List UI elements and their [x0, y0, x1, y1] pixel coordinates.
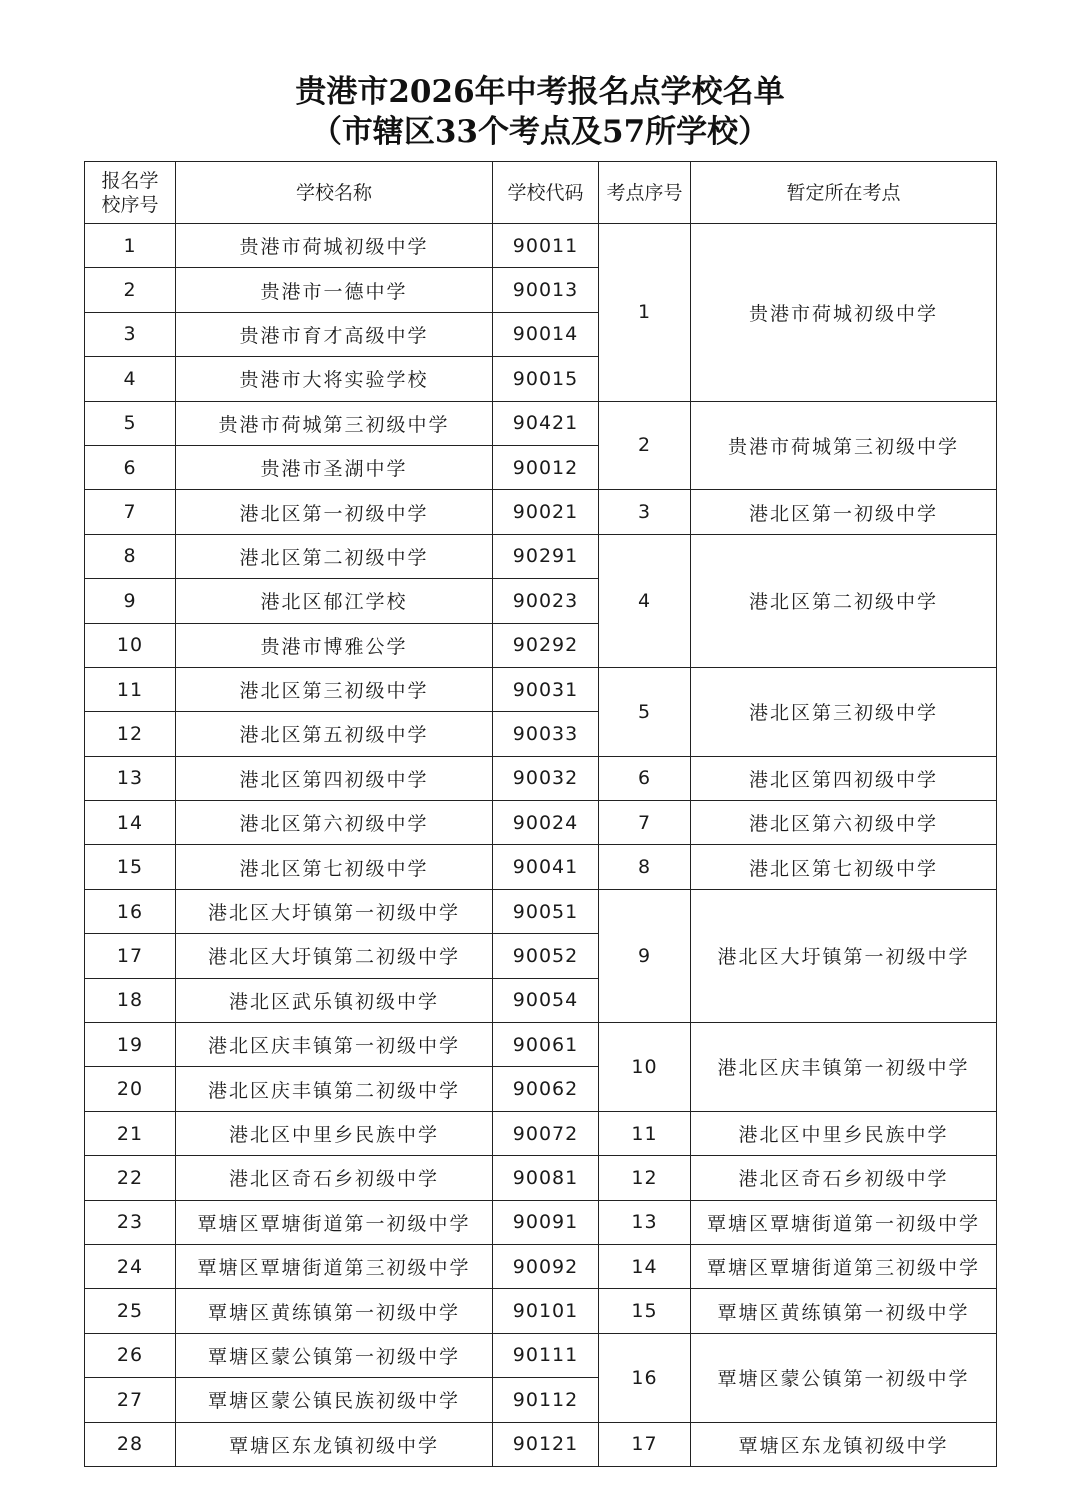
row-site-no: 7	[599, 801, 691, 845]
row-site-name: 港北区第三初级中学	[691, 667, 997, 756]
header-site-name: 暂定所在考点	[691, 162, 997, 224]
row-site-no: 8	[599, 845, 691, 889]
table-row	[85, 401, 997, 445]
row-school-code: 90011	[493, 224, 599, 268]
row-seq: 2	[85, 268, 176, 312]
row-seq: 9	[85, 579, 176, 623]
row-site-name: 港北区第四初级中学	[691, 756, 997, 800]
row-school-name: 贵港市博雅公学	[176, 623, 493, 667]
row-site-name: 港北区第一初级中学	[691, 490, 997, 534]
row-seq: 7	[85, 490, 176, 534]
table-row	[85, 1111, 997, 1155]
row-school-code: 90013	[493, 268, 599, 312]
header-seq: 报名学校序号	[85, 162, 176, 224]
row-school-name: 贵港市育才高级中学	[176, 312, 493, 356]
row-site-no: 12	[599, 1156, 691, 1200]
row-site-no: 4	[599, 534, 691, 667]
school-roster-table	[84, 161, 997, 1467]
row-school-name: 贵港市荷城第三初级中学	[176, 401, 493, 445]
row-school-code: 90091	[493, 1200, 599, 1244]
row-site-name: 港北区中里乡民族中学	[691, 1111, 997, 1155]
row-school-name: 覃塘区覃塘街道第三初级中学	[176, 1244, 493, 1288]
row-site-no: 1	[599, 224, 691, 402]
row-site-name: 港北区第六初级中学	[691, 801, 997, 845]
row-school-code: 90111	[493, 1333, 599, 1377]
row-school-name: 贵港市大将实验学校	[176, 357, 493, 401]
row-school-name: 港北区奇石乡初级中学	[176, 1156, 493, 1200]
row-school-code: 90072	[493, 1111, 599, 1155]
title-line-1: 贵港市2026年中考报名点学校名单	[295, 74, 785, 110]
row-seq: 20	[85, 1067, 176, 1111]
row-site-no: 9	[599, 889, 691, 1022]
table-body	[85, 224, 997, 1467]
row-school-name: 港北区庆丰镇第一初级中学	[176, 1023, 493, 1067]
row-site-no: 13	[599, 1200, 691, 1244]
row-school-code: 90023	[493, 579, 599, 623]
row-school-code: 90292	[493, 623, 599, 667]
row-school-code: 90291	[493, 534, 599, 578]
table-row	[85, 845, 997, 889]
row-school-code: 90024	[493, 801, 599, 845]
table-row	[85, 1333, 997, 1377]
table-row	[85, 1200, 997, 1244]
row-school-name: 港北区郁江学校	[176, 579, 493, 623]
row-school-code: 90032	[493, 756, 599, 800]
row-site-name: 贵港市荷城第三初级中学	[691, 401, 997, 490]
header-school-code: 学校代码	[493, 162, 599, 224]
row-school-code: 90101	[493, 1289, 599, 1333]
row-site-name: 覃塘区覃塘街道第一初级中学	[691, 1200, 997, 1244]
row-school-code: 90021	[493, 490, 599, 534]
row-site-no: 16	[599, 1333, 691, 1422]
row-school-name: 港北区第六初级中学	[176, 801, 493, 845]
row-school-code: 90062	[493, 1067, 599, 1111]
row-school-name: 覃塘区黄练镇第一初级中学	[176, 1289, 493, 1333]
table-row	[85, 1156, 997, 1200]
row-site-name: 覃塘区黄练镇第一初级中学	[691, 1289, 997, 1333]
row-school-name: 贵港市荷城初级中学	[176, 224, 493, 268]
row-school-name: 覃塘区蒙公镇民族初级中学	[176, 1378, 493, 1422]
row-seq: 17	[85, 934, 176, 978]
row-school-code: 90092	[493, 1244, 599, 1288]
table-row	[85, 1023, 997, 1067]
row-seq: 8	[85, 534, 176, 578]
row-seq: 22	[85, 1156, 176, 1200]
table-row	[85, 667, 997, 711]
row-school-code: 90112	[493, 1378, 599, 1422]
row-school-code: 90033	[493, 712, 599, 756]
row-site-no: 15	[599, 1289, 691, 1333]
row-school-code: 90052	[493, 934, 599, 978]
row-school-name: 港北区第五初级中学	[176, 712, 493, 756]
table-row	[85, 801, 997, 845]
row-school-code: 90014	[493, 312, 599, 356]
row-school-name: 港北区大圩镇第一初级中学	[176, 889, 493, 933]
table-header-row	[85, 162, 997, 224]
row-seq: 21	[85, 1111, 176, 1155]
row-seq: 18	[85, 978, 176, 1022]
row-school-code: 90421	[493, 401, 599, 445]
table-row	[85, 756, 997, 800]
row-school-code: 90054	[493, 978, 599, 1022]
row-seq: 1	[85, 224, 176, 268]
row-site-name: 港北区大圩镇第一初级中学	[691, 889, 997, 1022]
header-school-name: 学校名称	[176, 162, 493, 224]
row-school-name: 港北区第四初级中学	[176, 756, 493, 800]
row-site-name: 港北区庆丰镇第一初级中学	[691, 1023, 997, 1112]
row-site-no: 10	[599, 1023, 691, 1112]
row-site-no: 14	[599, 1244, 691, 1288]
document-title	[0, 72, 1080, 152]
row-site-no: 3	[599, 490, 691, 534]
row-site-no: 6	[599, 756, 691, 800]
row-school-code: 90061	[493, 1023, 599, 1067]
title-line-2: （市辖区33个考点及57所学校）	[310, 114, 770, 150]
row-site-no: 11	[599, 1111, 691, 1155]
row-seq: 11	[85, 667, 176, 711]
row-seq: 3	[85, 312, 176, 356]
row-seq: 12	[85, 712, 176, 756]
row-seq: 24	[85, 1244, 176, 1288]
table-row	[85, 1422, 997, 1466]
row-site-name: 覃塘区覃塘街道第三初级中学	[691, 1244, 997, 1288]
row-school-code: 90012	[493, 445, 599, 489]
table-row	[85, 490, 997, 534]
row-site-name: 港北区第二初级中学	[691, 534, 997, 667]
table-row	[85, 1244, 997, 1288]
row-site-name: 贵港市荷城初级中学	[691, 224, 997, 402]
row-seq: 19	[85, 1023, 176, 1067]
row-site-name: 港北区奇石乡初级中学	[691, 1156, 997, 1200]
row-school-name: 港北区第二初级中学	[176, 534, 493, 578]
row-seq: 13	[85, 756, 176, 800]
row-school-code: 90015	[493, 357, 599, 401]
table-row	[85, 1289, 997, 1333]
row-seq: 15	[85, 845, 176, 889]
header-site-no: 考点序号	[599, 162, 691, 224]
row-seq: 26	[85, 1333, 176, 1377]
row-site-name: 覃塘区蒙公镇第一初级中学	[691, 1333, 997, 1422]
row-seq: 25	[85, 1289, 176, 1333]
row-school-name: 港北区大圩镇第二初级中学	[176, 934, 493, 978]
row-school-name: 覃塘区覃塘街道第一初级中学	[176, 1200, 493, 1244]
row-seq: 4	[85, 357, 176, 401]
row-school-name: 贵港市圣湖中学	[176, 445, 493, 489]
row-school-code: 90081	[493, 1156, 599, 1200]
table-row	[85, 534, 997, 578]
row-school-name: 覃塘区东龙镇初级中学	[176, 1422, 493, 1466]
row-school-name: 港北区第三初级中学	[176, 667, 493, 711]
row-school-name: 贵港市一德中学	[176, 268, 493, 312]
row-school-name: 港北区第一初级中学	[176, 490, 493, 534]
row-school-name: 港北区庆丰镇第二初级中学	[176, 1067, 493, 1111]
row-site-no: 2	[599, 401, 691, 490]
row-school-code: 90041	[493, 845, 599, 889]
row-seq: 16	[85, 889, 176, 933]
row-site-no: 5	[599, 667, 691, 756]
row-school-name: 港北区中里乡民族中学	[176, 1111, 493, 1155]
row-school-code: 90051	[493, 889, 599, 933]
row-school-code: 90121	[493, 1422, 599, 1466]
row-seq: 10	[85, 623, 176, 667]
row-seq: 27	[85, 1378, 176, 1422]
row-seq: 6	[85, 445, 176, 489]
row-school-name: 覃塘区蒙公镇第一初级中学	[176, 1333, 493, 1377]
row-seq: 23	[85, 1200, 176, 1244]
table-row	[85, 889, 997, 933]
row-seq: 28	[85, 1422, 176, 1466]
row-seq: 14	[85, 801, 176, 845]
row-school-code: 90031	[493, 667, 599, 711]
row-school-name: 港北区武乐镇初级中学	[176, 978, 493, 1022]
row-seq: 5	[85, 401, 176, 445]
row-site-no: 17	[599, 1422, 691, 1466]
row-site-name: 港北区第七初级中学	[691, 845, 997, 889]
row-site-name: 覃塘区东龙镇初级中学	[691, 1422, 997, 1466]
table-row	[85, 224, 997, 268]
row-school-name: 港北区第七初级中学	[176, 845, 493, 889]
